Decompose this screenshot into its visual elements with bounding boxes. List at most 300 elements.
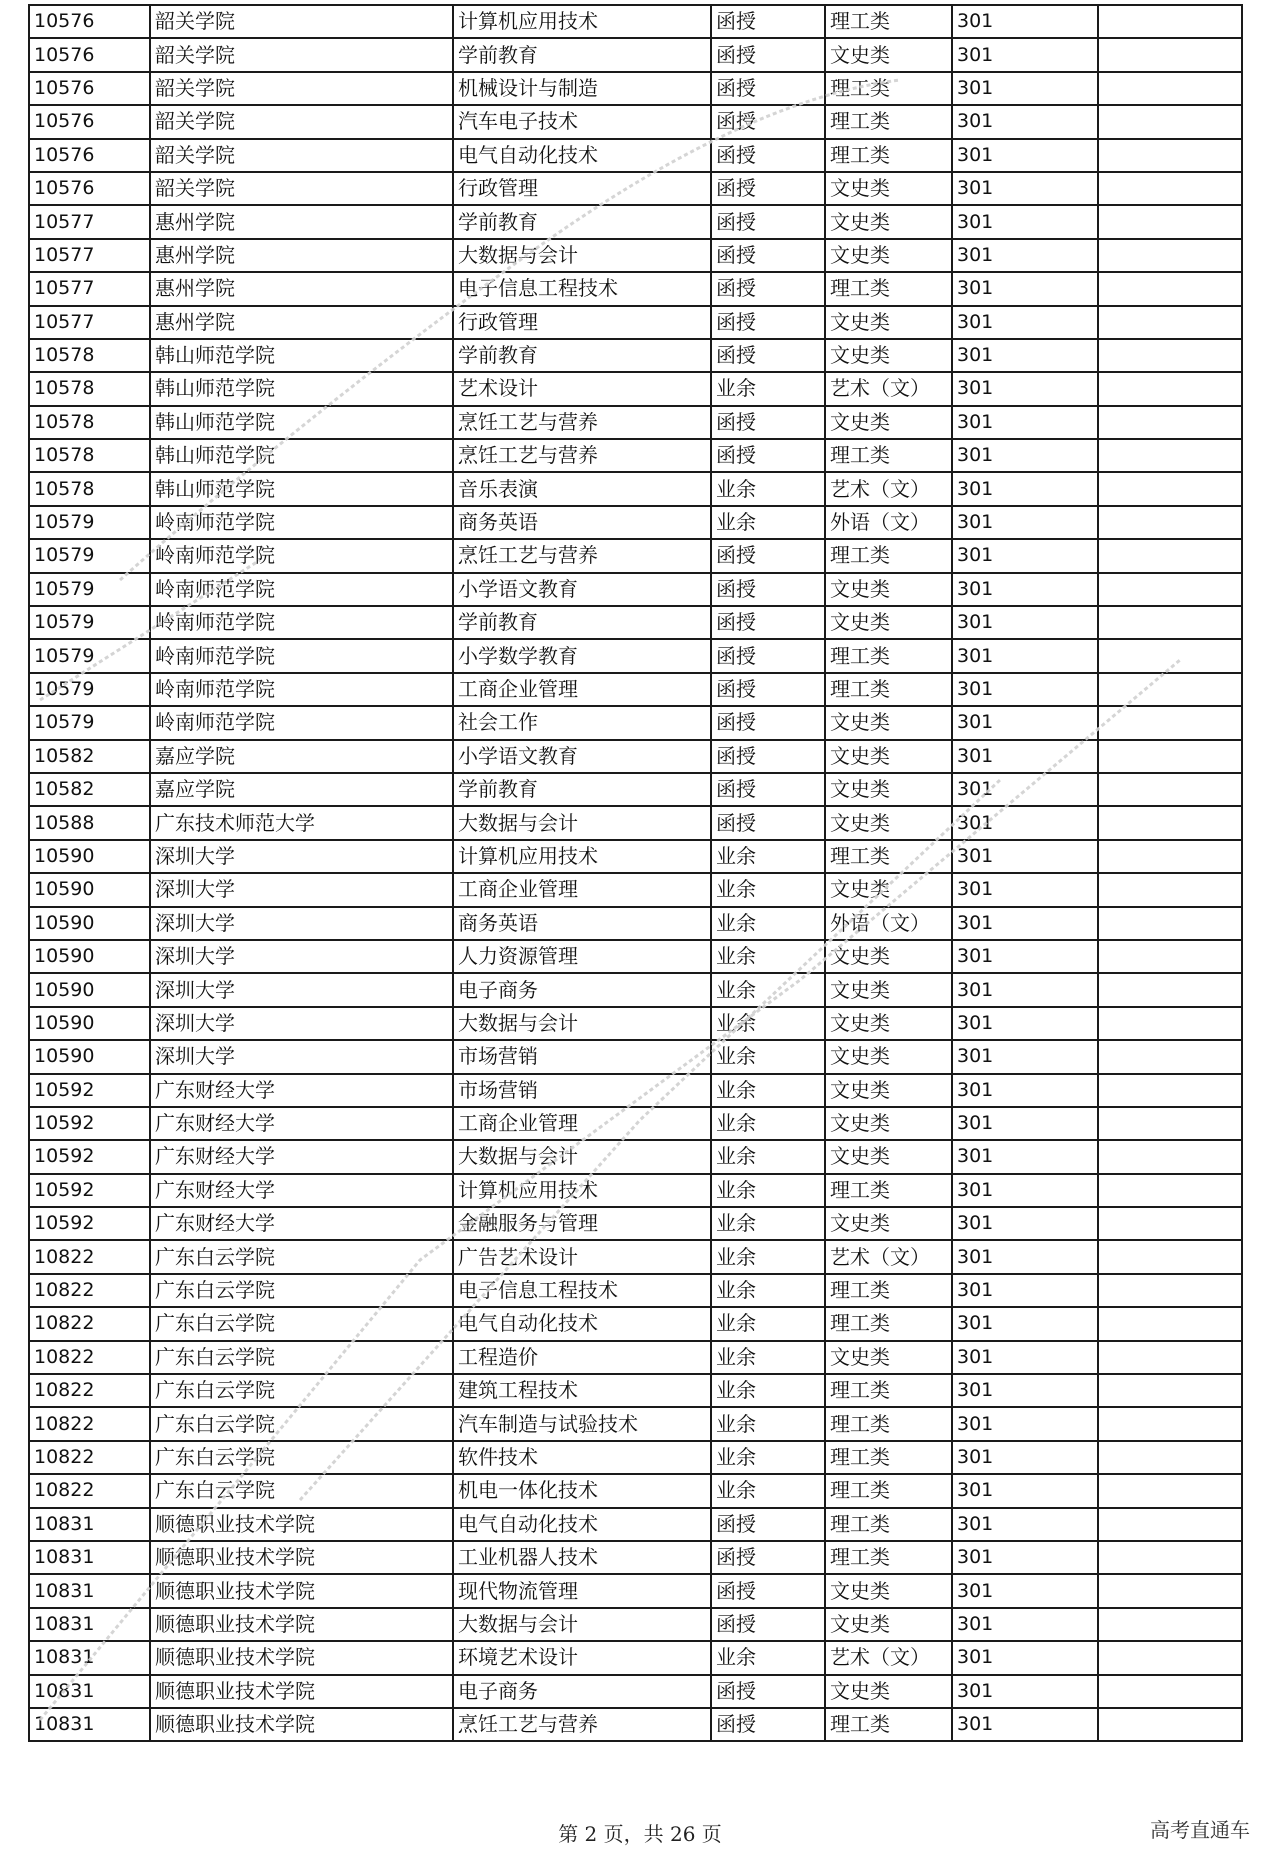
cell-category: 文史类 (825, 973, 952, 1006)
cell-note (1098, 5, 1242, 38)
table-row (29, 272, 1242, 305)
cell-major: 电子信息工程技术 (453, 272, 711, 305)
cell-school: 岭南师范学院 (150, 639, 453, 672)
cell-note (1098, 573, 1242, 606)
cell-code: 10592 (29, 1140, 150, 1173)
cell-category: 文史类 (825, 1140, 952, 1173)
cell-mode: 函授 (711, 673, 825, 706)
cell-note (1098, 740, 1242, 773)
cell-major: 大数据与会计 (453, 1608, 711, 1641)
cell-score: 301 (952, 38, 1098, 71)
cell-major: 学前教育 (453, 205, 711, 238)
cell-code: 10588 (29, 806, 150, 839)
table-row (29, 740, 1242, 773)
cell-category: 理工类 (825, 1508, 952, 1541)
cell-score: 301 (952, 1341, 1098, 1374)
cell-code: 10577 (29, 306, 150, 339)
cell-major: 烹饪工艺与营养 (453, 1708, 711, 1741)
cell-score: 301 (952, 1574, 1098, 1607)
table-row (29, 1007, 1242, 1040)
cell-school: 韶关学院 (150, 38, 453, 71)
cell-code: 10592 (29, 1207, 150, 1240)
table-row (29, 1407, 1242, 1440)
cell-score: 301 (952, 439, 1098, 472)
cell-school: 韶关学院 (150, 172, 453, 205)
cell-score: 301 (952, 606, 1098, 639)
table-row (29, 1274, 1242, 1307)
cell-mode: 函授 (711, 239, 825, 272)
cell-mode: 业余 (711, 1007, 825, 1040)
cell-category: 理工类 (825, 1274, 952, 1307)
cell-school: 广东财经大学 (150, 1074, 453, 1107)
cell-code: 10576 (29, 139, 150, 172)
cell-note (1098, 706, 1242, 739)
cell-mode: 业余 (711, 840, 825, 873)
table-row (29, 706, 1242, 739)
cell-note (1098, 1508, 1242, 1541)
cell-category: 理工类 (825, 840, 952, 873)
cell-category: 文史类 (825, 806, 952, 839)
cell-code: 10831 (29, 1508, 150, 1541)
cell-major: 大数据与会计 (453, 1140, 711, 1173)
cell-code: 10831 (29, 1675, 150, 1708)
cell-school: 顺德职业技术学院 (150, 1708, 453, 1741)
cell-mode: 函授 (711, 38, 825, 71)
cell-major: 小学语文教育 (453, 573, 711, 606)
table-row (29, 1574, 1242, 1607)
cell-score: 301 (952, 239, 1098, 272)
cell-score: 301 (952, 1541, 1098, 1574)
cell-category: 理工类 (825, 539, 952, 572)
cell-mode: 业余 (711, 1374, 825, 1407)
cell-category: 文史类 (825, 773, 952, 806)
cell-score: 301 (952, 1240, 1098, 1273)
cell-school: 韶关学院 (150, 5, 453, 38)
cell-mode: 函授 (711, 706, 825, 739)
table-row (29, 5, 1242, 38)
cell-category: 艺术（文） (825, 472, 952, 505)
cell-score: 301 (952, 1207, 1098, 1240)
cell-code: 10822 (29, 1474, 150, 1507)
cell-score: 301 (952, 139, 1098, 172)
cell-score: 301 (952, 1107, 1098, 1140)
cell-code: 10590 (29, 1040, 150, 1073)
cell-major: 金融服务与管理 (453, 1207, 711, 1240)
table-body (29, 5, 1242, 1741)
cell-major: 电气自动化技术 (453, 1508, 711, 1541)
cell-school: 惠州学院 (150, 306, 453, 339)
cell-note (1098, 1307, 1242, 1340)
table-row (29, 873, 1242, 906)
cell-major: 音乐表演 (453, 472, 711, 505)
cell-score: 301 (952, 1708, 1098, 1741)
cell-school: 顺德职业技术学院 (150, 1675, 453, 1708)
cell-major: 烹饪工艺与营养 (453, 439, 711, 472)
page-indicator: 第 2 页，共 26 页 (558, 1822, 722, 1846)
cell-major: 烹饪工艺与营养 (453, 539, 711, 572)
cell-note (1098, 506, 1242, 539)
cell-major: 环境艺术设计 (453, 1641, 711, 1674)
table-row (29, 1508, 1242, 1541)
cell-score: 301 (952, 1407, 1098, 1440)
table-row (29, 1174, 1242, 1207)
cell-school: 惠州学院 (150, 272, 453, 305)
cell-category: 理工类 (825, 105, 952, 138)
table-row (29, 773, 1242, 806)
table-row (29, 573, 1242, 606)
cell-school: 广东白云学院 (150, 1407, 453, 1440)
cell-category: 文史类 (825, 1207, 952, 1240)
cell-score: 301 (952, 673, 1098, 706)
cell-school: 广东白云学院 (150, 1307, 453, 1340)
cell-school: 深圳大学 (150, 940, 453, 973)
table-row (29, 639, 1242, 672)
cell-major: 商务英语 (453, 506, 711, 539)
cell-school: 广东白云学院 (150, 1374, 453, 1407)
cell-note (1098, 472, 1242, 505)
cell-major: 电气自动化技术 (453, 139, 711, 172)
cell-score: 301 (952, 406, 1098, 439)
cell-school: 惠州学院 (150, 205, 453, 238)
cell-school: 广东财经大学 (150, 1107, 453, 1140)
cell-mode: 业余 (711, 1407, 825, 1440)
cell-note (1098, 1240, 1242, 1273)
cell-school: 顺德职业技术学院 (150, 1641, 453, 1674)
cell-category: 文史类 (825, 172, 952, 205)
cell-major: 学前教育 (453, 773, 711, 806)
cell-code: 10831 (29, 1641, 150, 1674)
table-row (29, 1207, 1242, 1240)
cell-mode: 函授 (711, 1608, 825, 1641)
cell-note (1098, 1441, 1242, 1474)
cell-note (1098, 1407, 1242, 1440)
cell-major: 大数据与会计 (453, 1007, 711, 1040)
cell-code: 10577 (29, 239, 150, 272)
cell-school: 韶关学院 (150, 139, 453, 172)
cell-mode: 函授 (711, 105, 825, 138)
cell-mode: 业余 (711, 873, 825, 906)
cell-school: 顺德职业技术学院 (150, 1541, 453, 1574)
cell-category: 文史类 (825, 873, 952, 906)
table-row (29, 1240, 1242, 1273)
cell-note (1098, 105, 1242, 138)
cell-mode: 函授 (711, 172, 825, 205)
cell-school: 韶关学院 (150, 72, 453, 105)
cell-code: 10576 (29, 5, 150, 38)
cell-code: 10582 (29, 773, 150, 806)
cell-major: 广告艺术设计 (453, 1240, 711, 1273)
cell-code: 10578 (29, 439, 150, 472)
cell-code: 10578 (29, 472, 150, 505)
cell-note (1098, 1207, 1242, 1240)
cell-score: 301 (952, 5, 1098, 38)
cell-major: 工程造价 (453, 1341, 711, 1374)
cell-mode: 业余 (711, 1040, 825, 1073)
cell-school: 韩山师范学院 (150, 439, 453, 472)
cell-note (1098, 172, 1242, 205)
cell-major: 计算机应用技术 (453, 5, 711, 38)
cell-mode: 业余 (711, 1074, 825, 1107)
table-row (29, 907, 1242, 940)
cell-mode: 函授 (711, 5, 825, 38)
cell-school: 广东白云学院 (150, 1341, 453, 1374)
table-row (29, 472, 1242, 505)
table-row (29, 406, 1242, 439)
cell-score: 301 (952, 1508, 1098, 1541)
cell-category: 理工类 (825, 1441, 952, 1474)
cell-mode: 函授 (711, 306, 825, 339)
cell-score: 301 (952, 172, 1098, 205)
cell-note (1098, 1140, 1242, 1173)
cell-category: 文史类 (825, 339, 952, 372)
cell-major: 人力资源管理 (453, 940, 711, 973)
cell-major: 工商企业管理 (453, 1107, 711, 1140)
cell-code: 10831 (29, 1574, 150, 1607)
cell-note (1098, 72, 1242, 105)
cell-code: 10592 (29, 1074, 150, 1107)
table-row (29, 439, 1242, 472)
cell-school: 岭南师范学院 (150, 539, 453, 572)
cell-score: 301 (952, 72, 1098, 105)
cell-school: 广东技术师范大学 (150, 806, 453, 839)
cell-score: 301 (952, 1608, 1098, 1641)
cell-mode: 业余 (711, 1207, 825, 1240)
table-row (29, 1307, 1242, 1340)
cell-category: 艺术（文） (825, 1641, 952, 1674)
cell-note (1098, 1541, 1242, 1574)
cell-mode: 函授 (711, 406, 825, 439)
cell-score: 301 (952, 272, 1098, 305)
cell-score: 301 (952, 706, 1098, 739)
cell-major: 汽车电子技术 (453, 105, 711, 138)
table-row (29, 1675, 1242, 1708)
cell-school: 深圳大学 (150, 1007, 453, 1040)
cell-mode: 函授 (711, 1508, 825, 1541)
cell-score: 301 (952, 339, 1098, 372)
cell-category: 艺术（文） (825, 372, 952, 405)
cell-mode: 业余 (711, 1341, 825, 1374)
cell-major: 机械设计与制造 (453, 72, 711, 105)
cell-category: 文史类 (825, 205, 952, 238)
cell-score: 301 (952, 472, 1098, 505)
cell-category: 文史类 (825, 1074, 952, 1107)
table-row (29, 1608, 1242, 1641)
cell-major: 市场营销 (453, 1074, 711, 1107)
cell-score: 301 (952, 1474, 1098, 1507)
cell-score: 301 (952, 806, 1098, 839)
cell-category: 理工类 (825, 1407, 952, 1440)
cell-score: 301 (952, 973, 1098, 1006)
cell-major: 电子信息工程技术 (453, 1274, 711, 1307)
cell-note (1098, 439, 1242, 472)
table-row (29, 539, 1242, 572)
cell-school: 顺德职业技术学院 (150, 1574, 453, 1607)
cell-mode: 函授 (711, 272, 825, 305)
cell-code: 10576 (29, 38, 150, 71)
cell-score: 301 (952, 506, 1098, 539)
table-row (29, 1708, 1242, 1741)
cell-mode: 业余 (711, 1107, 825, 1140)
cell-major: 学前教育 (453, 38, 711, 71)
cell-mode: 业余 (711, 973, 825, 1006)
cell-note (1098, 806, 1242, 839)
cell-note (1098, 1474, 1242, 1507)
cell-score: 301 (952, 1274, 1098, 1307)
cell-major: 学前教育 (453, 606, 711, 639)
cell-score: 301 (952, 205, 1098, 238)
cell-major: 汽车制造与试验技术 (453, 1407, 711, 1440)
cell-mode: 业余 (711, 1240, 825, 1273)
table-row (29, 339, 1242, 372)
cell-code: 10579 (29, 539, 150, 572)
cell-note (1098, 1574, 1242, 1607)
cell-school: 广东财经大学 (150, 1174, 453, 1207)
cell-note (1098, 1040, 1242, 1073)
cell-code: 10822 (29, 1374, 150, 1407)
cell-major: 电气自动化技术 (453, 1307, 711, 1340)
brand-label: 高考直通车 (1150, 1818, 1250, 1842)
cell-mode: 业余 (711, 472, 825, 505)
cell-school: 深圳大学 (150, 1040, 453, 1073)
cell-major: 计算机应用技术 (453, 840, 711, 873)
cell-score: 301 (952, 1174, 1098, 1207)
cell-mode: 业余 (711, 1140, 825, 1173)
cell-mode: 业余 (711, 940, 825, 973)
cell-code: 10578 (29, 339, 150, 372)
cell-school: 岭南师范学院 (150, 606, 453, 639)
table-row (29, 1074, 1242, 1107)
cell-note (1098, 139, 1242, 172)
cell-major: 大数据与会计 (453, 239, 711, 272)
cell-school: 广东财经大学 (150, 1207, 453, 1240)
cell-mode: 业余 (711, 907, 825, 940)
cell-category: 文史类 (825, 1107, 952, 1140)
cell-major: 社会工作 (453, 706, 711, 739)
cell-code: 10577 (29, 272, 150, 305)
cell-score: 301 (952, 1675, 1098, 1708)
cell-mode: 函授 (711, 573, 825, 606)
table-row (29, 1374, 1242, 1407)
cell-school: 广东财经大学 (150, 1140, 453, 1173)
cell-category: 理工类 (825, 272, 952, 305)
cell-code: 10582 (29, 740, 150, 773)
cell-major: 学前教育 (453, 339, 711, 372)
cell-score: 301 (952, 1040, 1098, 1073)
table-row (29, 606, 1242, 639)
cell-major: 烹饪工艺与营养 (453, 406, 711, 439)
cell-school: 深圳大学 (150, 907, 453, 940)
cell-score: 301 (952, 940, 1098, 973)
cell-score: 301 (952, 1140, 1098, 1173)
cell-mode: 函授 (711, 639, 825, 672)
cell-school: 顺德职业技术学院 (150, 1508, 453, 1541)
cell-category: 文史类 (825, 1040, 952, 1073)
cell-code: 10822 (29, 1407, 150, 1440)
cell-category: 理工类 (825, 1374, 952, 1407)
cell-mode: 函授 (711, 806, 825, 839)
table-row (29, 306, 1242, 339)
cell-code: 10576 (29, 105, 150, 138)
cell-note (1098, 1174, 1242, 1207)
cell-mode: 业余 (711, 1641, 825, 1674)
cell-score: 301 (952, 840, 1098, 873)
cell-code: 10822 (29, 1240, 150, 1273)
cell-school: 深圳大学 (150, 840, 453, 873)
cell-category: 文史类 (825, 1007, 952, 1040)
cell-school: 韩山师范学院 (150, 372, 453, 405)
cell-note (1098, 1675, 1242, 1708)
cell-note (1098, 272, 1242, 305)
cell-score: 301 (952, 539, 1098, 572)
cell-major: 现代物流管理 (453, 1574, 711, 1607)
cell-note (1098, 907, 1242, 940)
cell-note (1098, 1641, 1242, 1674)
cell-school: 广东白云学院 (150, 1274, 453, 1307)
cell-score: 301 (952, 306, 1098, 339)
cell-note (1098, 1274, 1242, 1307)
cell-mode: 函授 (711, 740, 825, 773)
cell-major: 计算机应用技术 (453, 1174, 711, 1207)
cell-category: 文史类 (825, 306, 952, 339)
cell-code: 10576 (29, 72, 150, 105)
cell-code: 10579 (29, 673, 150, 706)
cell-major: 工商企业管理 (453, 673, 711, 706)
cell-note (1098, 38, 1242, 71)
cell-category: 文史类 (825, 38, 952, 71)
table-row (29, 806, 1242, 839)
cell-code: 10579 (29, 573, 150, 606)
cell-score: 301 (952, 639, 1098, 672)
cell-note (1098, 372, 1242, 405)
cell-mode: 函授 (711, 205, 825, 238)
cell-school: 嘉应学院 (150, 740, 453, 773)
cell-school: 韩山师范学院 (150, 406, 453, 439)
cell-category: 文史类 (825, 1341, 952, 1374)
cell-major: 软件技术 (453, 1441, 711, 1474)
table-row (29, 1040, 1242, 1073)
cell-category: 理工类 (825, 1307, 952, 1340)
cell-category: 理工类 (825, 1474, 952, 1507)
cell-category: 外语（文） (825, 506, 952, 539)
cell-school: 广东白云学院 (150, 1240, 453, 1273)
cell-mode: 函授 (711, 72, 825, 105)
table-row (29, 205, 1242, 238)
cell-category: 外语（文） (825, 907, 952, 940)
cell-code: 10831 (29, 1541, 150, 1574)
cell-note (1098, 973, 1242, 1006)
admission-table (28, 4, 1241, 1742)
cell-score: 301 (952, 740, 1098, 773)
cell-major: 工商企业管理 (453, 873, 711, 906)
cell-note (1098, 339, 1242, 372)
cell-score: 301 (952, 1007, 1098, 1040)
cell-category: 文史类 (825, 1675, 952, 1708)
cell-major: 市场营销 (453, 1040, 711, 1073)
cell-category: 理工类 (825, 72, 952, 105)
cell-category: 理工类 (825, 139, 952, 172)
cell-school: 韩山师范学院 (150, 472, 453, 505)
table-row (29, 239, 1242, 272)
cell-major: 电子商务 (453, 973, 711, 1006)
cell-school: 岭南师范学院 (150, 706, 453, 739)
cell-mode: 函授 (711, 1675, 825, 1708)
cell-major: 工业机器人技术 (453, 1541, 711, 1574)
cell-major: 商务英语 (453, 907, 711, 940)
cell-score: 301 (952, 1441, 1098, 1474)
table-row (29, 105, 1242, 138)
cell-mode: 业余 (711, 506, 825, 539)
cell-code: 10579 (29, 706, 150, 739)
